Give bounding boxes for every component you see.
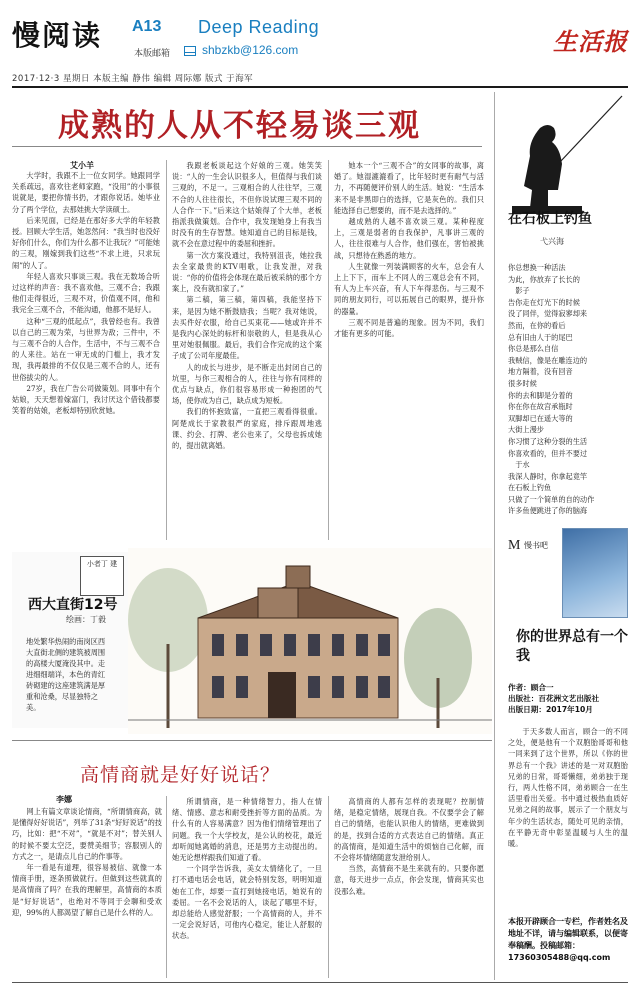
paragraph: 年一看是有道理，很容易被信、就像一本情商手册，逐条照做就行。但做到这些就真的是高情商了吗？在我的理解里，高情商的本质是“好好说话”，也绝对不等同于会聊和受欢迎，99%的人都渴望了解自己是什么样的人。	[12, 863, 162, 917]
poem-line: 于水	[515, 460, 530, 470]
paragraph: 大学时，我跟不上一位女同学。她跟同学关系疏远，喜欢往老师家跑，“没用”的小事很说就是，要把你情书扔，才跟你说话。她毕业分了两个学位，去那娃挑大学读硕士。	[12, 171, 160, 214]
art-author: 绘画：丁毅	[66, 615, 106, 624]
book-publisher: 出版社：百花洲文艺出版社	[508, 694, 600, 703]
poem-line: 然而，在你的看后	[508, 320, 566, 330]
poem-line: 没了同伴，觉得寂寥却来	[508, 309, 588, 319]
main-article-column-3	[334, 160, 484, 532]
dateline: 2017·12·3 星期日 本版主编 静伟 编辑 周际娜 版式 于海军	[12, 74, 254, 84]
envelope-icon	[184, 46, 196, 56]
poem-line: 双脚却已在遥大等的	[508, 413, 573, 423]
poem-line: 你的去和脚是分着的	[508, 390, 573, 400]
poem-line: 许多鱼便跳进了你的脑海	[508, 506, 588, 516]
masthead	[12, 14, 628, 70]
paragraph: 后来见面，已经是在那好多大学的年轻教授。回顾大学生活，她忽然问：“我当时也没好好你们什么，你们为什么都不让我玩？”可能她的三观，刚嫁到我们这些“不求上进，只求玩闹”的人了。	[12, 215, 160, 270]
column-divider	[166, 160, 167, 540]
poem-line: 地方隔着，没有回音	[508, 367, 573, 377]
column-divider	[166, 796, 167, 978]
book-title: 你的世界总有一个我	[516, 629, 628, 664]
book-summary	[508, 726, 628, 910]
poem-line: 你总想换一种活法	[508, 263, 566, 272]
page-number: A13	[132, 18, 162, 35]
book-cover-image	[562, 528, 628, 618]
main-headline: 成熟的人从不轻易谈三观	[58, 108, 421, 144]
paragraph: 网上有篇文章谈论情商，“所谓情商高，就是懂得好好说话”，列举了31条“好好说话”的技巧，比如：把“不对”，“就是不对”；替关别人的时候不要太空泛，要赞美细节；容服别人的方式之一，是请点儿自己的作事等。	[12, 807, 162, 861]
paragraph: 所谓情商，是一种情绪智力，指人在情绪、情感、意志和耐受挫折等方面的品质。为什么有的人容易满意？因为他们情绪管理出了问题。我一个大学校友，是公认的校花，最近却听闻她离婚的消息，还是男方主动提出的。她无论想样跟我们知道了看。	[172, 797, 322, 863]
poem-line: 为此，你放弃了长长的	[508, 274, 580, 284]
book-summary-text: 于天多数人而言，顾合一的不同之处，便是他有一个双胞胎哥哥和他一同来到了这个世界，所以《你的世界总有一个我》讲述的是一对双胞胎兄弟的日常，哥哥懒细，弟弟独于现行，两人性格不同，弟弟顾合一在生活里看出关爱。书中通过极热血质好兄弟之间的故事，展示了一个朋友与年少的生活状态，随处可见的亲情，在平静无奇中彰显温暖与人生的温暖。	[508, 727, 628, 849]
book-author: 作者：顾合一	[508, 683, 554, 692]
poem-line: 我贼信，像是在雕连边的	[508, 355, 588, 365]
paragraph: 越成熟的人越不喜欢谈三观。某种程度上，三观是弱者的自我保护，凡事讲三观的人，往往很难与人合作，他们强在，害怕被挑战，只想待在熟悉的地方。	[334, 217, 484, 260]
poem-line: 你喜欢看的，但并不要过	[508, 448, 588, 458]
poem-line: 大街上漫步	[508, 425, 544, 435]
email-address[interactable]: shbzkb@126.com	[202, 43, 299, 57]
main-article-column-1	[12, 170, 160, 532]
second-article-column-2	[172, 796, 322, 978]
paper-logo: 生活报	[553, 28, 628, 56]
paragraph: 年轻人喜欢只事谈三观。我在无数场合听过这样的声音：我不喜欢他，三观不合；我跟他们走得很近，三观不对，价值观不同，他和我完全三观不合，不能沟通，他都不是好人。	[12, 271, 160, 315]
art-caption: 地处繁华热闹的南岗区西大直街北侧的建筑被周围的高楼大厦淹没其中。走进细细端详，本色的青红砖砌建的这座建筑满是厚重和沧桑，尽显独特之美。	[26, 637, 106, 712]
poem-line: 总有旧由人于的尾巴	[508, 332, 573, 342]
poem-line: 你在你在故宫承瓶时	[508, 402, 573, 412]
paragraph: 这种“三观的低起点”，我曾经也有。我曾以自己的三观为荣，与世界为敌；三件中，不与三观不合的人合作，生活中，不与三观不合的人来往。站在一审无成的门槛上，我才发现，我再最排的不仅仅是三观不合的人，还有世俗拔尖的人。	[12, 316, 160, 382]
column-divider	[328, 160, 329, 540]
poem-line: 只做了一个简单的自的动作	[508, 494, 595, 504]
paragraph: 一个同学告诉我，美女太情绪化了，一旦打不通电话会电话，就会特别发怒，明明知道她在工作，却要一直打到她接电话，她说有的委屈。一名不会说话的人，谈起了哪里不好，却总能给人感觉舒服；一个高情商的人，并不一定会说好话，可他内心稳定，能让人舒服的状态。	[172, 864, 322, 941]
column-english-name: Deep Reading	[198, 17, 320, 37]
second-article-byline: 李娜	[56, 795, 72, 804]
main-article-byline: 艾小羊	[70, 161, 94, 170]
book-meta	[508, 682, 628, 715]
paragraph: 当然，高情商不是生来就有的。只要你愿意，每天进步一点点，你会发现，情商其实也没那么难。	[334, 864, 484, 896]
building-sketch-illustration	[128, 548, 492, 734]
paragraph: 她本一个“三观不合”的女同事的故事，离婚了。她湿漉漉看了，比年轻时更有耐气与活力，不再随便评价别人的生活。她说：“生活本来不是非黑即白的选择，它是灰色的。我们只能选择自己想要的，而不是去选择的。”	[334, 161, 484, 215]
column-mark: M	[508, 538, 521, 553]
poem-line: 很多时候	[508, 378, 537, 388]
paragraph: 27岁，我在广告公司做策划。同事中有个姑娘，天天想着嫁富门，我讨厌这个借钱都要笑着的姑娘，老板却特别欣赏她。	[12, 383, 160, 416]
poem-line: 在石板上钓鱼	[508, 483, 552, 493]
top-rule	[12, 86, 628, 88]
second-article-column-3	[334, 796, 484, 978]
mailbox-label: 本版邮箱	[134, 49, 171, 59]
fisherman-silhouette-illustration	[482, 92, 632, 222]
art-title: 西大直街12号	[28, 597, 118, 613]
paragraph: 我跟老板谈起这个好娘的三观。她笑笑说：“人的一生会认识很多人，但值得与我们谈三观的，不足一。三观相合的人往往罕，三观不合的人往往很长，不但你说试理三观不同的人合作一下。”后来这个姑娘得了个大单，老板指派我做策划。合作中，我发现她身上有我当时没有的生存智慧。她知道自己的目标是钱，就不会在意过程中的委屈和挫折。	[172, 161, 322, 249]
paragraph: 我们的怀抱致富，一直把三观看得很重。阿楚成长于家教很严的家庭，排斥跟周地逃课、约会、打牌、老公也来了，父母也拆成她的，提出就离婚。	[172, 407, 322, 451]
column-divider	[494, 92, 495, 980]
bottom-rule	[12, 982, 628, 983]
book-date: 出版日期：2017年10月	[508, 705, 593, 714]
main-article-column-2	[172, 160, 322, 532]
poem-line: 告你走在灯光下的时候	[508, 297, 580, 307]
column-name: 慢阅读	[12, 19, 103, 52]
second-article-column-1	[12, 806, 162, 978]
paragraph: 人的成长与进步，是不断走出封闭自己的坑里，与你三观相合的人，往往与你有同样的优点与缺点，你们很容易形成一种抱团的气场，使你成为自己，缺点成为短板。	[172, 362, 322, 406]
poem-body	[508, 262, 628, 517]
poem-line: 你总是那么自信	[508, 344, 559, 354]
poem-author: 弋兴海	[540, 237, 564, 246]
book-column-tag: 慢书吧	[524, 541, 548, 550]
paragraph: 第二稿，第三稿，第四稿，我能坚持下来，是因为她不断鼓励我；当呢？我对她说，去买件好衣服，给自己买束花——她或许并不是我内心深处的标杆和崇敬的人，但是我从心里对她很佩服。最后，我们合作完成的这个案子成了公司年度最佳。	[172, 295, 322, 361]
poem-line: 你习惯了这种分裂的生活	[508, 436, 588, 446]
poem-title: 在石板上钓鱼	[508, 211, 592, 227]
paragraph: 第一次方案没通过，我特别沮丧，她拉我去全家最贵的KTV唱歌，让我发泄，对我说：“你的价值将会体现在最后被采纳的那个方案上，没有就扣家了。”	[172, 250, 322, 294]
contributor-notice: 本报开辟顾合一专栏，作者姓名及地址不详，请与编辑联系，以便寄奉稿酬。投稿邮箱：17360305488@qq.com	[508, 917, 628, 962]
poem-line: 我深人静时，你拿起竟竿	[508, 471, 588, 481]
second-article-headline: 高情商就是好好说话？	[80, 764, 281, 786]
paragraph: 高情商的人都有怎样的表现呢？控制情绪，是稳定情绪，展现自我。不仅要学会了解自己的情绪，也能认识他人的情绪，更难做到的是，找到合适的方式表达自己的情绪。真正的高情商，是知道生活中的烦恼自己化解，而不会将坏情绪随意发泄给别人。	[334, 797, 484, 863]
column-divider	[328, 796, 329, 978]
artist-stamp-text: 小者丁 建	[86, 560, 118, 568]
paragraph: 三观不同是普遍的现象。因为不同，我们才能有更多的可能。	[334, 317, 484, 339]
section-rule	[12, 740, 492, 741]
paragraph: 人生就像一列装满顾客的火车，总会有人上上下下，而车上不同人的三观总会有不同，有人为上车兴奋，有人下车得悲伤。与三观不同的朋友同行，可以拓展自己的眼界，提升你的器量。	[334, 261, 484, 316]
headline-rule	[12, 146, 482, 147]
poem-line: 影子	[515, 286, 530, 296]
